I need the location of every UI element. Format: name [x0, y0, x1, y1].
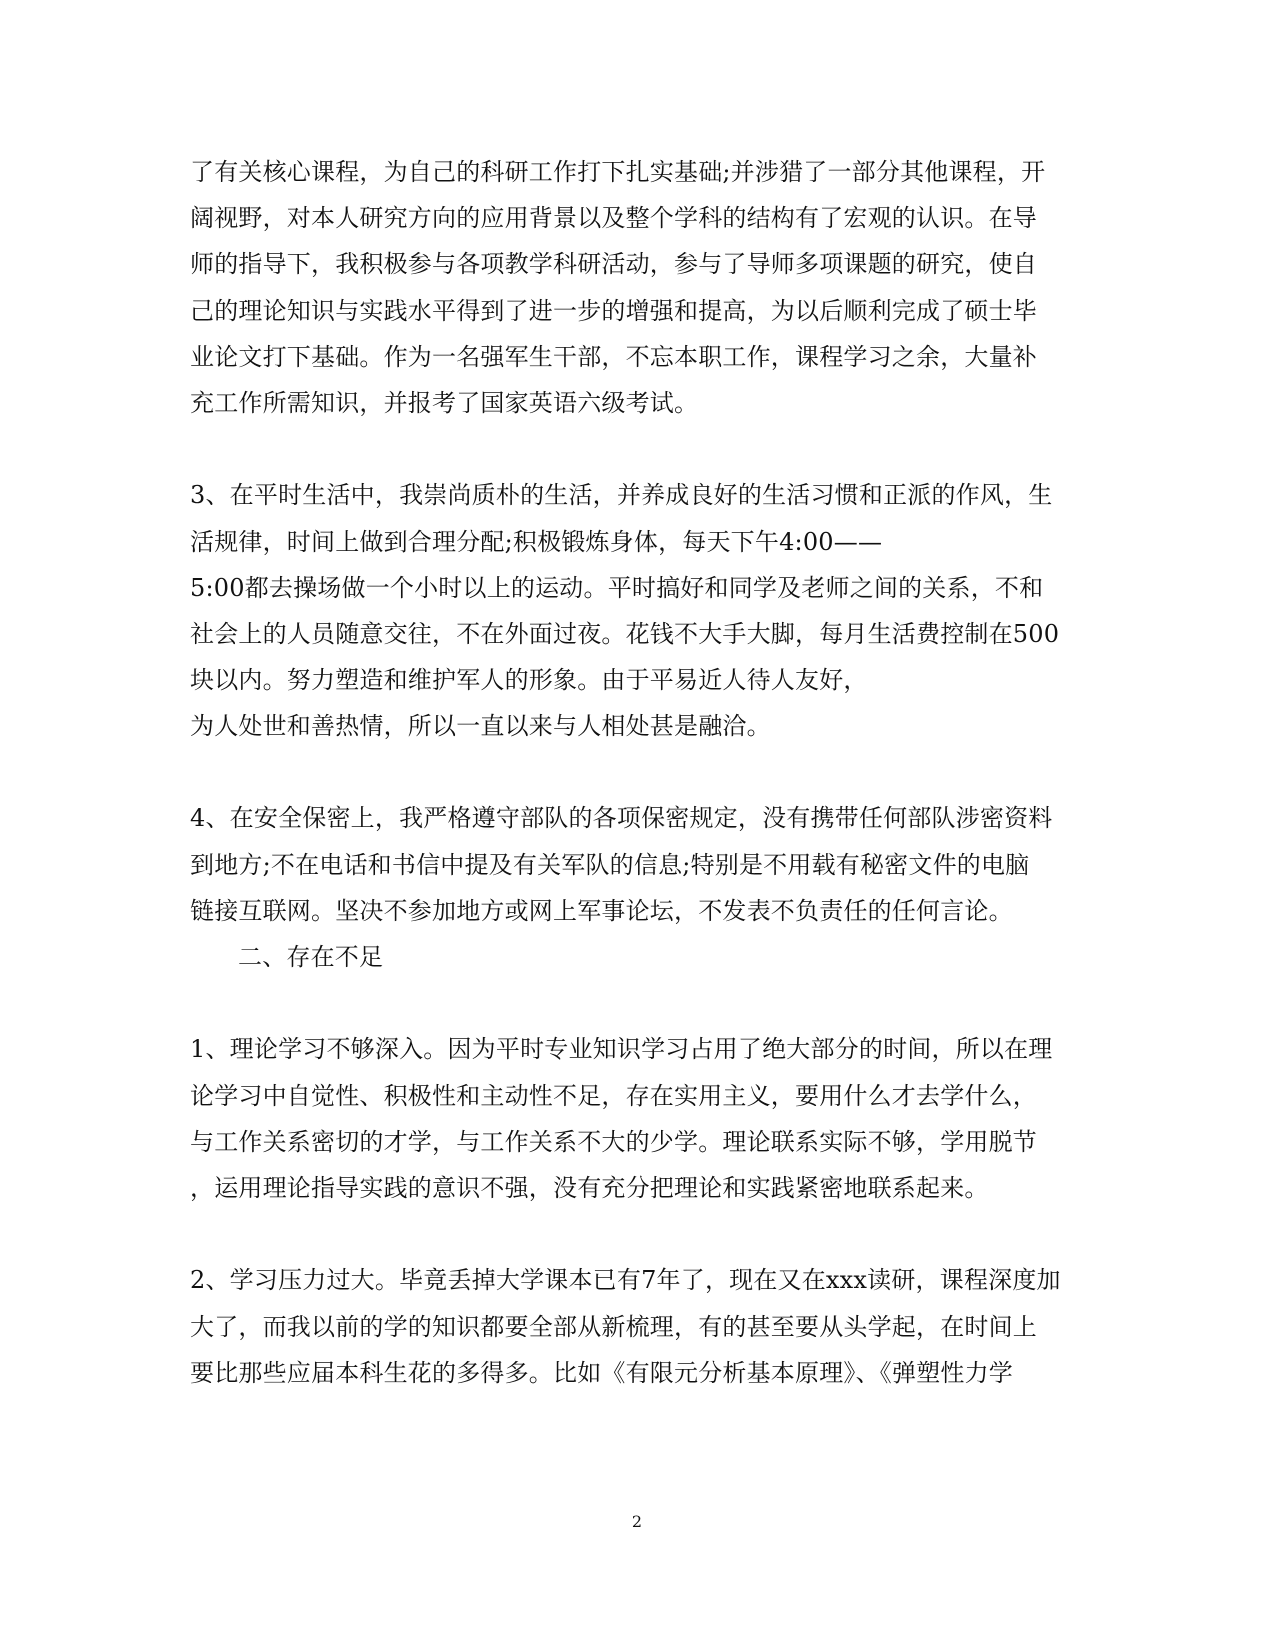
text-line: 块以内。努力塑造和维护军人的形象。由于平易近人待人友好，	[190, 666, 868, 694]
page-number: 2	[631, 1512, 643, 1531]
text-line: 链接互联网。坚决不参加地方或网上军事论坛，不发表不负责任的任何言论。	[190, 897, 1013, 925]
text-line: 要比那些应届本科生花的多得多。比如《有限元分析基本原理》、《弹塑性力学	[190, 1359, 1013, 1387]
text-line: 2、学习压力过大。毕竟丢掉大学课本已有7年了，现在又在xxx读研，课程深度加	[190, 1266, 1061, 1294]
text-line: 阔视野，对本人研究方向的应用背景以及整个学科的结构有了宏观的认识。在导	[190, 204, 1037, 232]
text-line: 5:00都去操场做一个小时以上的运动。平时搞好和同学及老师之间的关系，不和	[190, 574, 1044, 602]
text-line: 大了，而我以前的学的知识都要全部从新梳理，有的甚至要从头学起，在时间上	[190, 1313, 1037, 1341]
text-line: 业论文打下基础。作为一名强军生干部，不忘本职工作，课程学习之余，大量补	[190, 343, 1037, 371]
text-line: 社会上的人员随意交往，不在外面过夜。花钱不大手大脚，每月生活费控制在500	[190, 620, 1060, 648]
section-heading: 二、存在不足	[238, 943, 384, 971]
text-line: 4、在安全保密上，我严格遵守部队的各项保密规定，没有携带任何部队涉密资料	[190, 804, 1053, 832]
text-line: 师的指导下，我积极参与各项教学科研活动，参与了导师多项课题的研究，使自	[190, 250, 1037, 278]
text-line: ，运用理论指导实践的意识不强，没有充分把理论和实践紧密地联系起来。	[190, 1174, 989, 1202]
text-line: 己的理论知识与实践水平得到了进一步的增强和提高，为以后顺利完成了硕士毕	[190, 297, 1037, 325]
text-line: 了有关核心课程，为自己的科研工作打下扎实基础;并涉猎了一部分其他课程，开	[190, 158, 1046, 186]
text-line: 与工作关系密切的才学，与工作关系不大的少学。理论联系实际不够，学用脱节	[190, 1128, 1037, 1156]
text-line: 到地方;不在电话和书信中提及有关军队的信息;特别是不用载有秘密文件的电脑	[190, 851, 1030, 879]
text-line: 充工作所需知识，并报考了国家英语六级考试。	[190, 389, 699, 417]
text-line: 为人处世和善热情，所以一直以来与人相处甚是融洽。	[190, 712, 771, 740]
text-line: 3、在平时生活中，我崇尚质朴的生活，并养成良好的生活习惯和正派的作风，生	[190, 481, 1053, 509]
text-line: 论学习中自觉性、积极性和主动性不足，存在实用主义，要用什么才去学什么，	[190, 1082, 1037, 1110]
text-line: 1、理论学习不够深入。因为平时专业知识学习占用了绝大部分的时间，所以在理	[190, 1035, 1053, 1063]
text-line: 活规律，时间上做到合理分配;积极锻炼身体，每天下午4:00——	[190, 528, 883, 556]
